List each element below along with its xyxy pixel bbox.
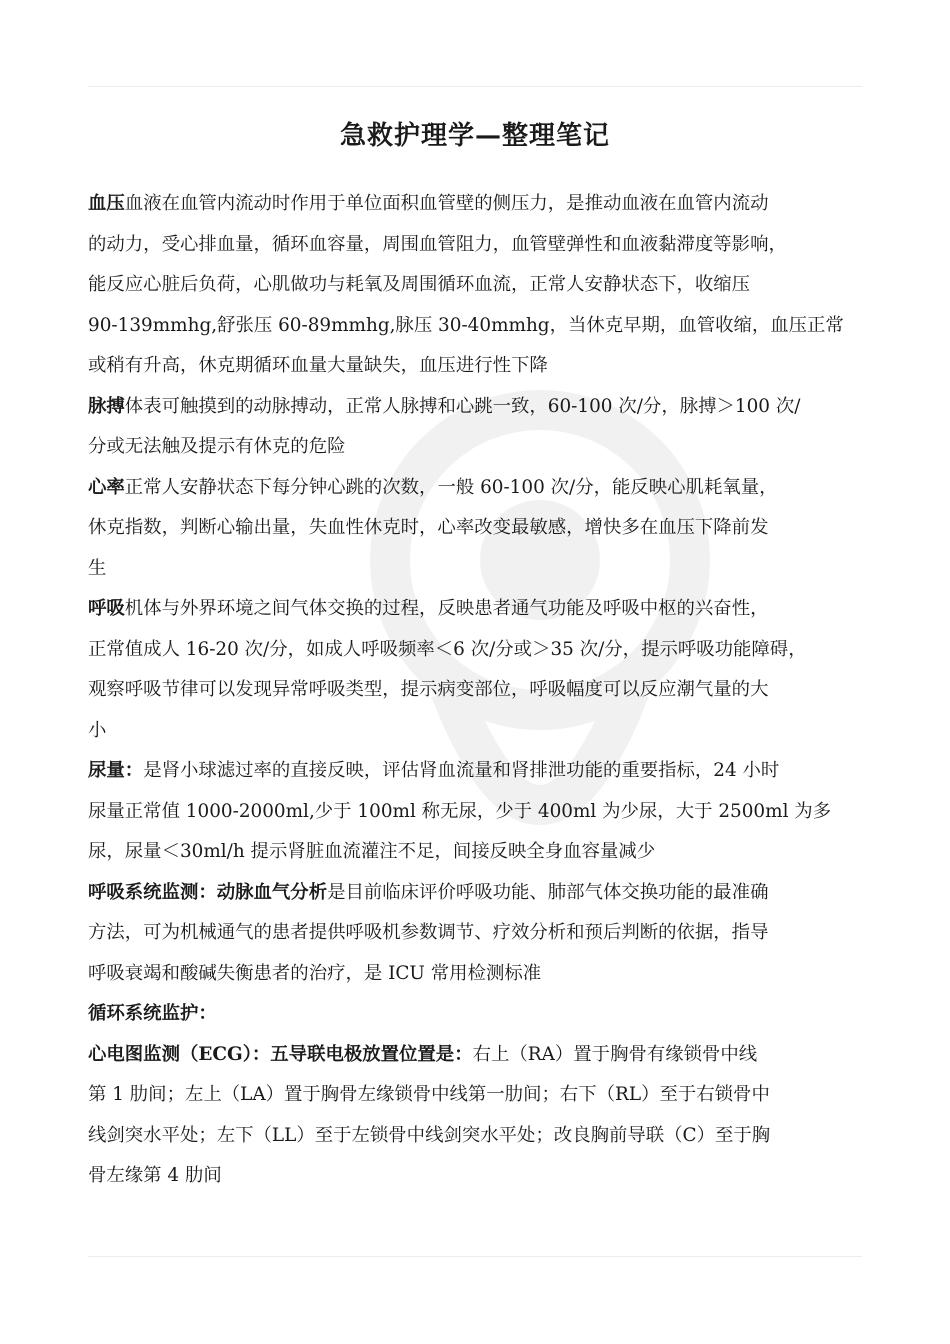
text-line: 尿量正常值 1000-2000ml,少于 100ml 称无尿，少于 400ml 为少尿，大于 2500ml 为多 (88, 800, 832, 822)
term-label: 尿量： (88, 760, 144, 781)
text-line: 机体与外界环境之间气体交换的过程，反映患者通气功能及呼吸中枢的兴奋性， (124, 598, 769, 619)
text-line: 尿，尿量＜30ml/h 提示肾脏血流灌注不足，间接反映全身血容量减少 (88, 841, 656, 862)
para-blood-pressure (88, 184, 878, 387)
text-line: 小 (88, 719, 107, 741)
text-line: 体表可触摸到的动脉搏动，正常人脉搏和心跳一致，60-100 次/分，脉搏＞100 次/ (124, 395, 801, 417)
text-line: 第 1 肋间；左上（LA）置于胸骨左缘锁骨中线第一肋间；右下（RL）至于右锁骨中 (88, 1084, 770, 1105)
text-line: 呼吸衰竭和酸碱失衡患者的治疗，是 ICU 常用检测标准 (88, 962, 542, 984)
text-line: 能反应心脏后负荷，心肌做功与耗氧及周围循环血流，正常人安静状态下，收缩压 (88, 274, 751, 295)
para-circulatory-monitoring (88, 994, 878, 1035)
para-urine-output (88, 751, 878, 873)
text-line: 生 (88, 557, 107, 579)
para-pulse (88, 387, 878, 468)
top-divider (88, 86, 862, 87)
text-line: 的动力，受心排血量，循环血容量，周围血管阻力，血管壁弹性和血液黏滞度等影响， (88, 233, 787, 255)
text-line: 方法，可为机械通气的患者提供呼吸机参数调节、疗效分析和预后判断的依据，指导 (88, 922, 769, 943)
text-line: 是肾小球滤过率的直接反映，评估肾血流量和肾排泄功能的重要指标，24 小时 (143, 760, 780, 781)
para-respiration (88, 589, 878, 751)
page-title: 急救护理学—整理笔记 (339, 121, 610, 151)
text-line: 正常值成人 16-20 次/分，如成人呼吸频率＜6 次/分或＞35 次/分，提示呼吸功能障碍， (88, 638, 807, 660)
text-line: 血液在血管内流动时作用于单位面积血管壁的侧压力，是推动血液在血管内流动 (124, 193, 769, 214)
text-line: 骨左缘第 4 肋间 (88, 1165, 222, 1186)
term-label: 血压 (88, 193, 125, 214)
term-label: 脉搏 (88, 395, 125, 417)
term-label: 呼吸 (88, 598, 125, 619)
notes-body (88, 184, 878, 1197)
para-ecg (88, 1035, 878, 1197)
text-line: 是目前临床评价呼吸功能、肺部气体交换功能的最准确 (327, 881, 769, 903)
text-line: 分或无法触及提示有休克的危险 (88, 436, 346, 457)
text-line: 观察呼吸节律可以发现异常呼吸类型，提示病变部位，呼吸幅度可以反应潮气量的大 (88, 679, 769, 700)
para-respiratory-monitoring (88, 873, 878, 995)
term-label: 循环系统监护： (88, 1003, 217, 1024)
text-line: 正常人安静状态下每分钟心跳的次数，一般 60-100 次/分，能反映心肌耗氧量， (124, 476, 778, 498)
term-label: 心率 (88, 476, 125, 498)
bottom-divider (88, 1256, 862, 1257)
term-label: 呼吸系统监测：动脉血气分析 (88, 881, 328, 903)
text-line: 或稍有升高，休克期循环血量大量缺失，血压进行性下降 (88, 355, 548, 376)
text-line: 线剑突水平处；左下（LL）至于左锁骨中线剑突水平处；改良胸前导联（C）至于胸 (88, 1124, 771, 1146)
text-line: 休克指数，判断心输出量，失血性休克时，心率改变最敏感，增快多在血压下降前发 (88, 517, 769, 538)
para-heart-rate (88, 468, 878, 590)
text-line: 90-139mmhg,舒张压 60-89mmhg,脉压 30-40mmhg，当休克早期，血管收缩，血压正常 (88, 314, 844, 336)
term-label: 心电图监测（ECG）：五导联电极放置位置是： (88, 1043, 473, 1065)
text-line: 右上（RA）置于胸骨有缘锁骨中线 (472, 1043, 758, 1065)
